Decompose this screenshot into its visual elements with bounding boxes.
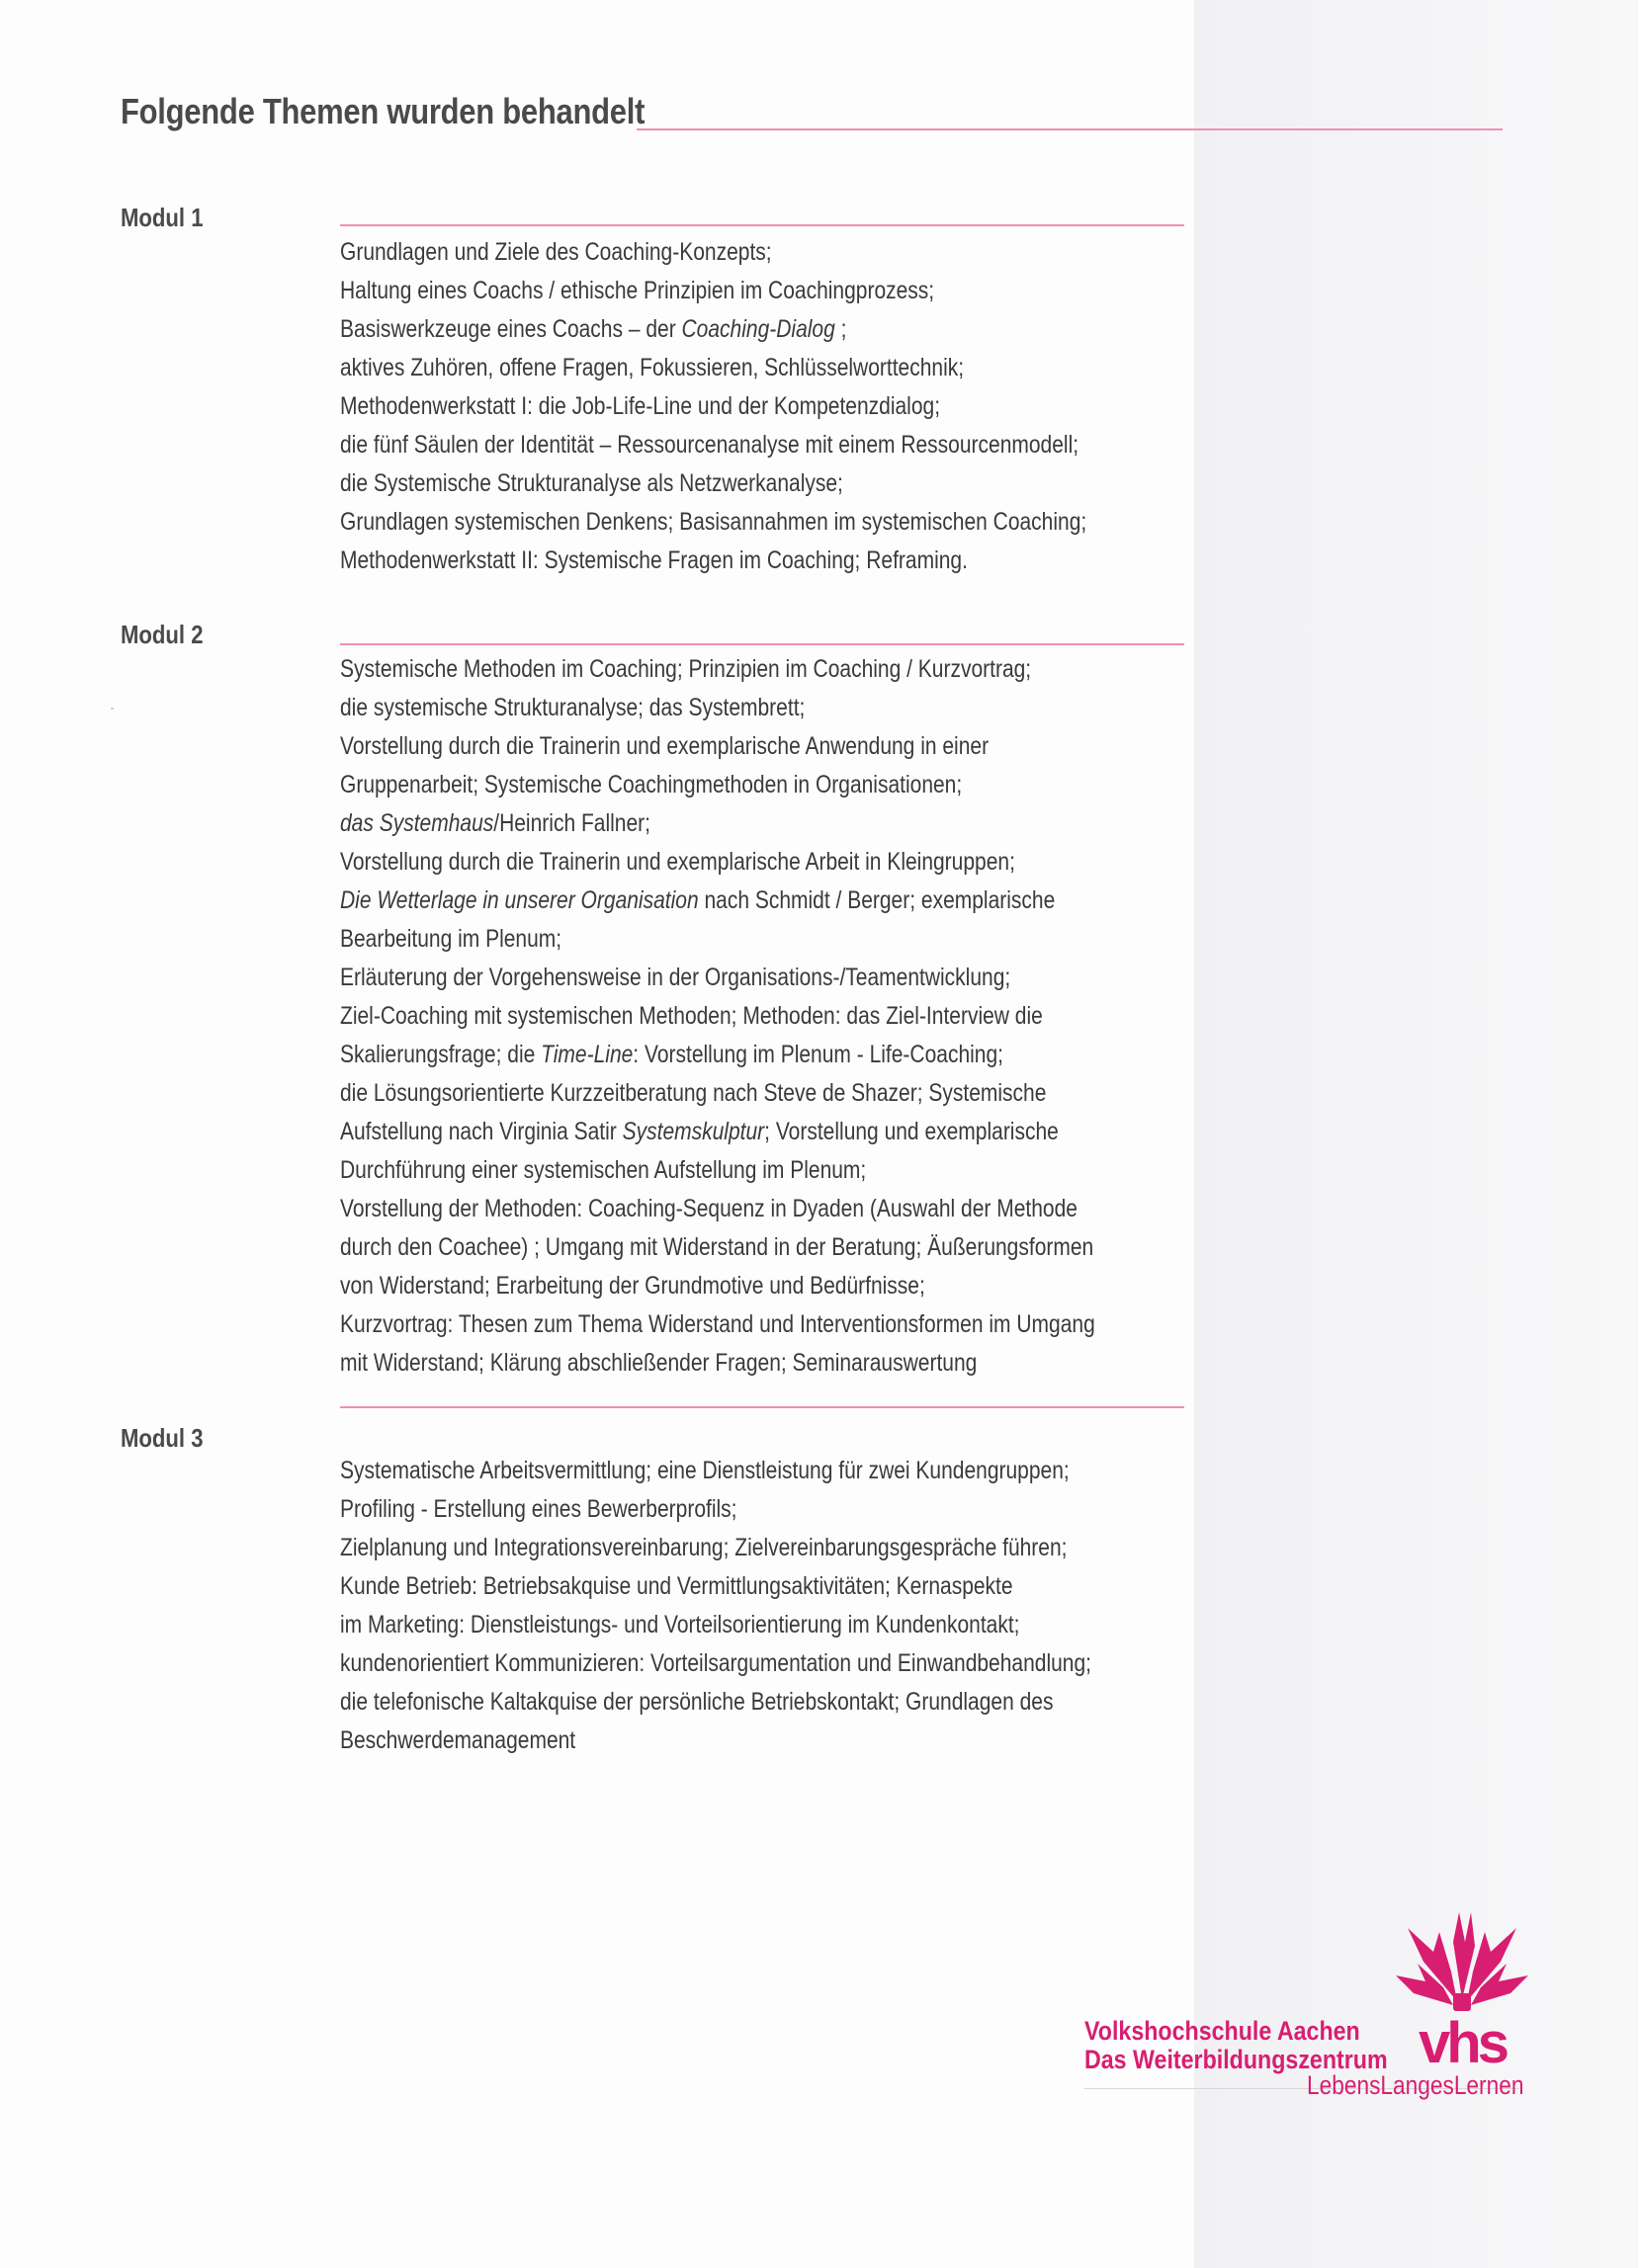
topic-text: die Lösungsorientierte Kurzzeitberatung nach Steve de Shazer; Systemische xyxy=(340,1079,1047,1107)
topic-line xyxy=(340,1490,1091,1529)
topic-text: ; xyxy=(834,315,847,343)
module-3-label: Modul 3 xyxy=(121,1423,204,1453)
scan-speck xyxy=(111,708,114,710)
topic-line xyxy=(340,1113,1095,1151)
topic-line xyxy=(340,1267,1095,1305)
topic-text: Haltung eines Coachs / ethische Prinzipien im Coachingprozess; xyxy=(340,277,935,304)
topic-line xyxy=(340,1606,1091,1644)
vhs-logo-icon xyxy=(1394,1902,1530,2070)
topic-text: nach Schmidt / Berger; exemplarische xyxy=(698,886,1056,914)
topic-text: Durchführung einer systemischen Aufstellung im Plenum; xyxy=(340,1156,867,1184)
topic-text: mit Widerstand; Klärung abschließender Fragen; Seminarauswertung xyxy=(340,1349,978,1377)
topic-line xyxy=(340,727,1095,766)
topic-line xyxy=(340,1644,1091,1683)
topic-line xyxy=(340,1529,1091,1567)
topic-line xyxy=(340,1036,1095,1074)
topic-emphasis: Die Wetterlage in unserer Organisation xyxy=(340,886,699,914)
topic-text: Systematische Arbeitsvermittlung; eine Dienstleistung für zwei Kundengruppen; xyxy=(340,1457,1070,1484)
module-1-label: Modul 1 xyxy=(121,203,204,232)
topic-text: von Widerstand; Erarbeitung der Grundmotive und Bedürfnisse; xyxy=(340,1272,925,1300)
topic-text: : Vorstellung im Plenum - Life-Coaching; xyxy=(633,1041,1003,1068)
topic-line xyxy=(340,959,1095,997)
topic-text: Vorstellung durch die Trainerin und exemplarische Anwendung in einer xyxy=(340,732,990,760)
topic-text: Grundlagen und Ziele des Coaching-Konzepts; xyxy=(340,238,772,266)
topic-text: Skalierungsfrage; die xyxy=(340,1041,542,1068)
topic-text: Methodenwerkstatt II: Systemische Fragen im Coaching; Reframing. xyxy=(340,546,968,574)
topic-text: im Marketing: Dienstleistungs- und Vorteilsorientierung im Kundenkontakt; xyxy=(340,1611,1020,1638)
logo-tagline: LebensLangesLernen xyxy=(1307,2070,1524,2100)
topic-text: Vorstellung der Methoden: Coaching-Sequenz in Dyaden (Auswahl der Methode xyxy=(340,1195,1078,1222)
topic-line xyxy=(340,1074,1095,1113)
topic-line xyxy=(340,1452,1091,1490)
topic-text: Erläuterung der Vorgehensweise in der Organisations-/Teamentwicklung; xyxy=(340,964,1011,991)
topic-text: die fünf Säulen der Identität – Ressourcenanalyse mit einem Ressourcenmodell; xyxy=(340,431,1079,459)
topic-text: Zielplanung und Integrationsvereinbarung; Zielvereinbarungsgespräche führen; xyxy=(340,1534,1068,1561)
topic-text: Kunde Betrieb: Betriebsakquise und Vermittlungsaktivitäten; Kernaspekte xyxy=(340,1572,1013,1600)
topic-text: die Systemische Strukturanalyse als Netzwerkanalyse; xyxy=(340,469,843,497)
logo-mark-text: vhs xyxy=(1419,2011,1506,2070)
topic-text: ; Vorstellung und exemplarische xyxy=(764,1118,1059,1145)
topic-line xyxy=(340,689,1095,727)
topic-text: Vorstellung durch die Trainerin und exemplarische Arbeit in Kleingruppen; xyxy=(340,848,1015,876)
topic-text: Profiling - Erstellung eines Bewerberprofils; xyxy=(340,1495,737,1523)
topic-line xyxy=(340,387,1086,426)
topic-line xyxy=(340,1344,1095,1383)
topic-text: /Heinrich Fallner; xyxy=(493,809,650,837)
topic-line xyxy=(340,310,1086,349)
topic-line xyxy=(340,1228,1095,1267)
topic-text: Gruppenarbeit; Systemische Coachingmethoden in Organisationen; xyxy=(340,771,963,798)
topic-text: Basiswerkzeuge eines Coachs – der xyxy=(340,315,682,343)
topic-line xyxy=(340,766,1095,804)
topic-text: Grundlagen systemischen Denkens; Basisannahmen im systemischen Coaching; xyxy=(340,508,1087,536)
topic-line xyxy=(340,1683,1091,1722)
title-rule xyxy=(637,128,1503,130)
topic-emphasis: das Systemhaus xyxy=(340,809,494,837)
module-1-topics xyxy=(340,233,1086,580)
topic-text: Beschwerdemanagement xyxy=(340,1726,576,1754)
logo-line-subtitle: Das Weiterbildungszentrum xyxy=(1084,2045,1388,2074)
topic-text: durch den Coachee) ; Umgang mit Widerstand in der Beratung; Äußerungsformen xyxy=(340,1233,1094,1261)
topic-line xyxy=(340,233,1086,272)
page-title: Folgende Themen wurden behandelt xyxy=(121,91,646,131)
topic-emphasis: Systemskulptur xyxy=(622,1118,765,1145)
module-3-topics xyxy=(340,1452,1091,1760)
topic-text: Kurzvortrag: Thesen zum Thema Widerstand und Interventionsformen im Umgang xyxy=(340,1310,1095,1338)
topic-text: Methodenwerkstatt I: die Job-Life-Line und der Kompetenzdialog; xyxy=(340,392,941,420)
topic-line xyxy=(340,650,1095,689)
topic-line xyxy=(340,542,1086,580)
topic-emphasis: Coaching-Dialog xyxy=(681,315,835,343)
topic-emphasis: Time-Line xyxy=(541,1041,634,1068)
topic-line xyxy=(340,349,1086,387)
topic-line xyxy=(340,843,1095,882)
topic-line xyxy=(340,1305,1095,1344)
topic-text: kundenorientiert Kommunizieren: Vorteilsargumentation und Einwandbehandlung; xyxy=(340,1649,1091,1677)
module-2-label: Modul 2 xyxy=(121,620,204,649)
topic-line xyxy=(340,997,1095,1036)
topic-line xyxy=(340,464,1086,503)
topic-line xyxy=(340,1567,1091,1606)
topic-line xyxy=(340,1151,1095,1190)
topic-text: Aufstellung nach Virginia Satir xyxy=(340,1118,623,1145)
module-1-rule xyxy=(340,224,1184,226)
topic-text: Bearbeitung im Plenum; xyxy=(340,925,562,953)
topic-line xyxy=(340,1190,1095,1228)
module-2-topics xyxy=(340,650,1095,1383)
topic-line xyxy=(340,1722,1091,1760)
topic-text: Ziel-Coaching mit systemischen Methoden; Methoden: das Ziel-Interview die xyxy=(340,1002,1043,1030)
topic-line xyxy=(340,804,1095,843)
module-3-rule xyxy=(340,1406,1184,1408)
topic-line xyxy=(340,882,1095,920)
topic-line xyxy=(340,426,1086,464)
topic-text: die systemische Strukturanalyse; das Systembrett; xyxy=(340,694,806,721)
topic-line xyxy=(340,920,1095,959)
topic-line xyxy=(340,272,1086,310)
topic-text: aktives Zuhören, offene Fragen, Fokussieren, Schlüsselworttechnik; xyxy=(340,354,965,381)
module-2-rule xyxy=(340,643,1184,645)
topic-text: die telefonische Kaltakquise der persönliche Betriebskontakt; Grundlagen des xyxy=(340,1688,1054,1716)
topic-line xyxy=(340,503,1086,542)
logo-line-institution: Volkshochschule Aachen xyxy=(1084,2016,1360,2046)
topic-text: Systemische Methoden im Coaching; Prinzipien im Coaching / Kurzvortrag; xyxy=(340,655,1032,683)
